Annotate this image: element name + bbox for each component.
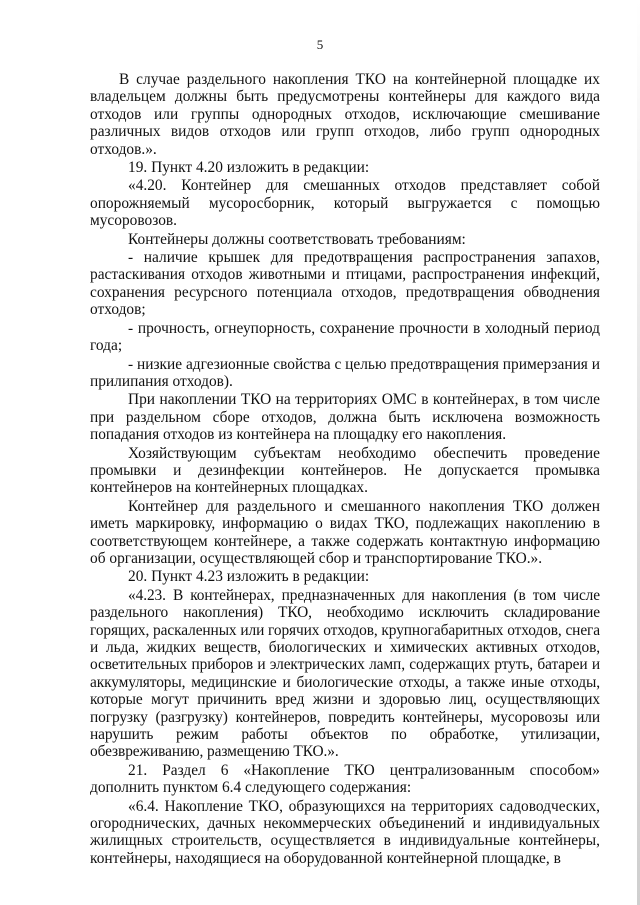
paragraph-requirements-intro: Контейнеры должны соответствовать требованиям:	[128, 230, 466, 248]
paragraph-separate-accumulation: В случае раздельного накопления ТКО на контейнерной площадке их владельцем должны быть предусмотрены контейнеры для каждого вида отходов или группы однородных отходов, исключающие смешивание различных видов отходов или групп отходов, либо групп однородных отходов.».	[90, 71, 600, 158]
page-number: 5	[316, 37, 324, 52]
list-item-strength: - прочность, огнеупорность, сохранение прочности в холодный период года;	[90, 319, 600, 355]
paragraph-item-19: 19. Пункт 4.20 изложить в редакции:	[128, 159, 370, 177]
list-item-adhesion: - низкие адгезионные свойства с целью предотвращения примерзания и прилипания отходов).	[90, 355, 600, 390]
paragraph-4-23: «4.23. В контейнерах, предназначенных для накопления (в том числе раздельного накопления) ТКО, необходимо исключить складирование горящих, раскаленных или горячих отходов, крупногабаритных отходов, снега и льда, жидких веществ, биологических и химических активных отходов, осветительных приборов и электрических ламп, содержащих ртуть, батареи и аккумуляторы, медицинские и биологические отходы, а также иные отходы, которые могут причинить вред жизни и здоровью лиц, осуществляющих погрузку (разгрузку) контейнеров, повредить контейнеры, мусоровозы или нарушить режим работы объектов по обработке, утилизации, обезвреживанию, размещению ТКО.».	[90, 586, 600, 761]
list-item-lids: - наличие крышек для предотвращения распространения запахов, растаскивания отходов животными и птицами, распространения инфекций, сохранения ресурсного потенциала отходов, предотвращения обводнения отходов;	[90, 249, 600, 319]
paragraph-marking: Контейнер для раздельного и смешанного накопления ТКО должен иметь маркировку, информацию о видах ТКО, подлежащих накоплению в соответствующем контейнере, а также содержать контактную информацию об организации, осуществляющей сбор и транспортирование ТКО.».	[90, 497, 600, 567]
paragraph-item-20: 20. Пункт 4.23 изложить в редакции:	[128, 568, 370, 586]
paragraph-6-4: «6.4. Накопление ТКО, образующихся на территориях садоводческих, огороднических, дачных некоммерческих объединений и индивидуальных жилищных строительств, осуществляется в индивидуальные контейнеры, контейнеры, находящиеся на оборудованной контейнерной площадке, в	[90, 797, 600, 867]
document-body	[90, 71, 600, 868]
paragraph-washing: Хозяйствующим субъектам необходимо обеспечить проведение промывки и дезинфекции контейнеров. Не допускается промывка контейнеров на контейнерных площадках.	[90, 444, 600, 497]
paragraph-4-20: «4.20. Контейнер для смешанных отходов представляет собой опорожняемый мусоросборник, который выгружается с помощью мусоровозов.	[90, 177, 600, 230]
paragraph-oms-territories: При накоплении ТКО на территориях ОМС в контейнерах, в том числе при раздельном сборе отходов, должна быть исключена возможность попадания отходов из контейнера на площадку его накопления.	[90, 391, 600, 444]
paragraph-item-21: 21. Раздел 6 «Накопление ТКО централизованным способом» дополнить пунктом 6.4 следующего содержания:	[90, 761, 600, 797]
